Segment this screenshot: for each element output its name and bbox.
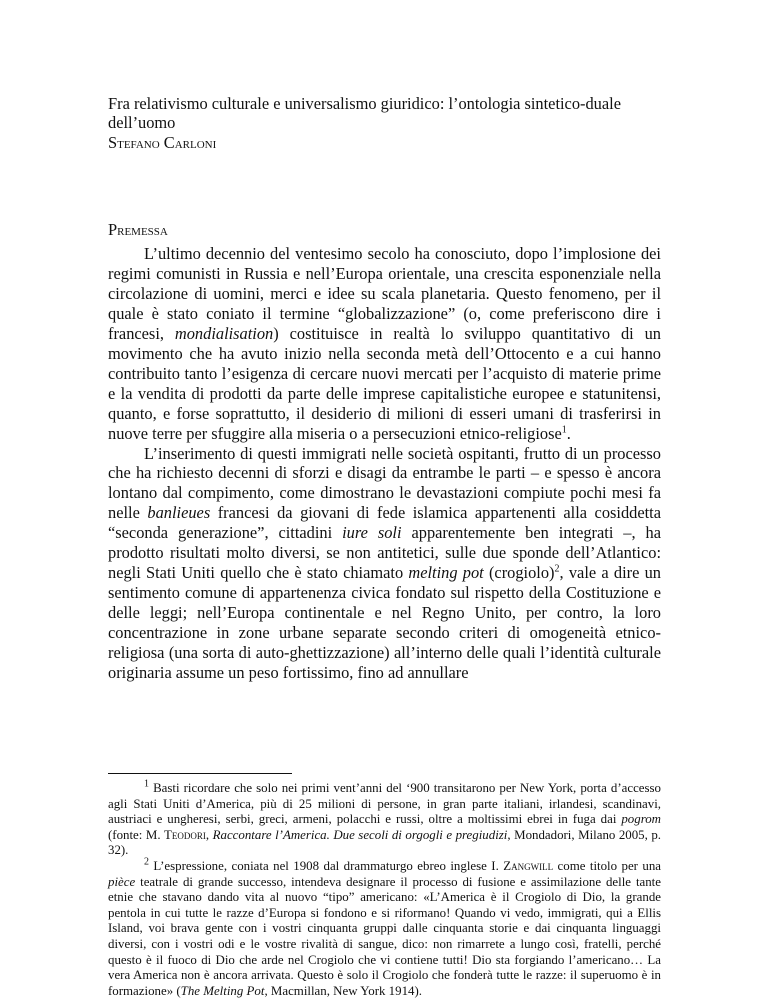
italic-term: iure soli xyxy=(342,523,402,543)
footnote-number: 2 xyxy=(144,856,149,868)
footnote-ref-1[interactable]: 1 xyxy=(561,424,567,436)
section-heading: Premessa xyxy=(108,220,168,239)
footnotes xyxy=(108,778,662,999)
italic-term: mondialisation xyxy=(174,323,274,343)
footnote-2: $^2$ L’espressione, coniata nel 1908 dal drammaturgo ebreo inglese I. Zangwill come titolo per una pièce teatrale di grande successo, intendeva designare il processo di fusione e assimilazione delle tante etnie che stavano dando vita al nuovo “tipo” americano: «L’America è il Crogiolo di Dio, la grande pentola in cui tutte le razze d’Europa si fondono e si riformano! Quando vi vedo, immigrati, qui a Ellis Island, voi brava gente con i vostri cinquanta gruppi dalle cinquanta storie e dai cinquanta linguaggi diversi, con i vostri odi e le vostre rivalità di sangue, dico: non rimarrete a lungo così, fratelli, perché questo è il fuoco di Dio che arde nel Crogiolo che vi contiene tutti! Dio sta forgiando l’americano… La vera America non è ancora arrivata. Questo è solo il Crogiolo che fonderà tutte le razze: il superuomo è in formazione» (The Melting Pot, Macmillan, New York 1914). xyxy=(108,856,662,998)
paragraph-2: L’inserimento di questi immigrati nelle società ospitanti, frutto di un processo che ha richiesto decenni di sforzi e disagi da entrambe le parti – e spesso è ancora lontano dal compimento, come dimostrano le devastazioni compiute pochi mesi fa nelle banlieues francesi da giovani di fede islamica appartenenti alla cosiddetta “seconda generazione”, cittadini iure soli apparentemente ben integrati –, ha prodotto risultati molto diversi, se non antitetici, sulle due sponde dell’Atlantico: negli Stati Uniti quello che è stato chiamato melting pot (crogiolo)$^2$, vale a dire un sentimento comune di appartenenza civica fondato sul rispetto della Costituzione e delle leggi; nell’Europa continentale e nel Regno Unito, per contro, la loro concentrazione in zone urbane separate secondo criteri di omogeneità etnico-religiosa (una sorta di auto-ghettizzazione) all’interno delle quali l’identità culturale originaria assume un peso fortissimo, fino ad annullare xyxy=(108,443,662,683)
footnote-divider xyxy=(108,773,292,774)
article-title: Fra relativismo culturale e universalismo giuridico: l’ontologia sintetico-duale dell’uomo xyxy=(108,94,621,132)
footnote-number: 1 xyxy=(144,778,149,790)
footnote-ref-2[interactable]: 2 xyxy=(554,563,560,575)
body-text xyxy=(108,244,661,683)
author-name: Stefano Carloni xyxy=(108,133,217,152)
footnote-1: $^1$ Basti ricordare che solo nei primi vent’anni del ‘900 transitarono per New York, porta d’accesso agli Stati Uniti d’America, più di 25 milioni di persone, in gran parte italiani, irlandesi, scandinavi, austriaci e ungheresi, serbi, greci, armeni, polacchi e russi, oltre a moltissimi ebrei in fuga dai pogrom (fonte: M. Teodori, Raccontare l’America. Due secoli di orgogli e pregiudizi, Mondadori, Milano 2005, p. 32). xyxy=(108,778,662,858)
paragraph-1: L’ultimo decennio del ventesimo secolo ha conosciuto, dopo l’implosione dei regimi comunisti in Russia e nell’Europa orientale, una crescita esponenziale nella circolazione di uomini, merci e idee su scala planetaria. Questo fenomeno, per il quale è stato coniato il termine “globalizzazione” (o, come preferiscono dire i francesi, mondialisation) costituisce in realtà lo sviluppo quantitativo di un movimento che ha avuto inizio nella seconda metà dell’Ottocento e a cui hanno contribuito tanto l’esigenza di cercare nuovi mercati per l’acquisto di materie prime e la vendita di prodotti da parte delle imprese capitalistiche europee e statunitensi, quanto, e forse soprattutto, il desiderio di milioni di esseri umani di trasferirsi in nuove terre per sfuggire alla miseria o a persecuzioni etnico-religiose$^1$. xyxy=(108,244,661,443)
italic-term: banlieues xyxy=(147,503,211,523)
italic-term: melting pot xyxy=(408,563,484,583)
